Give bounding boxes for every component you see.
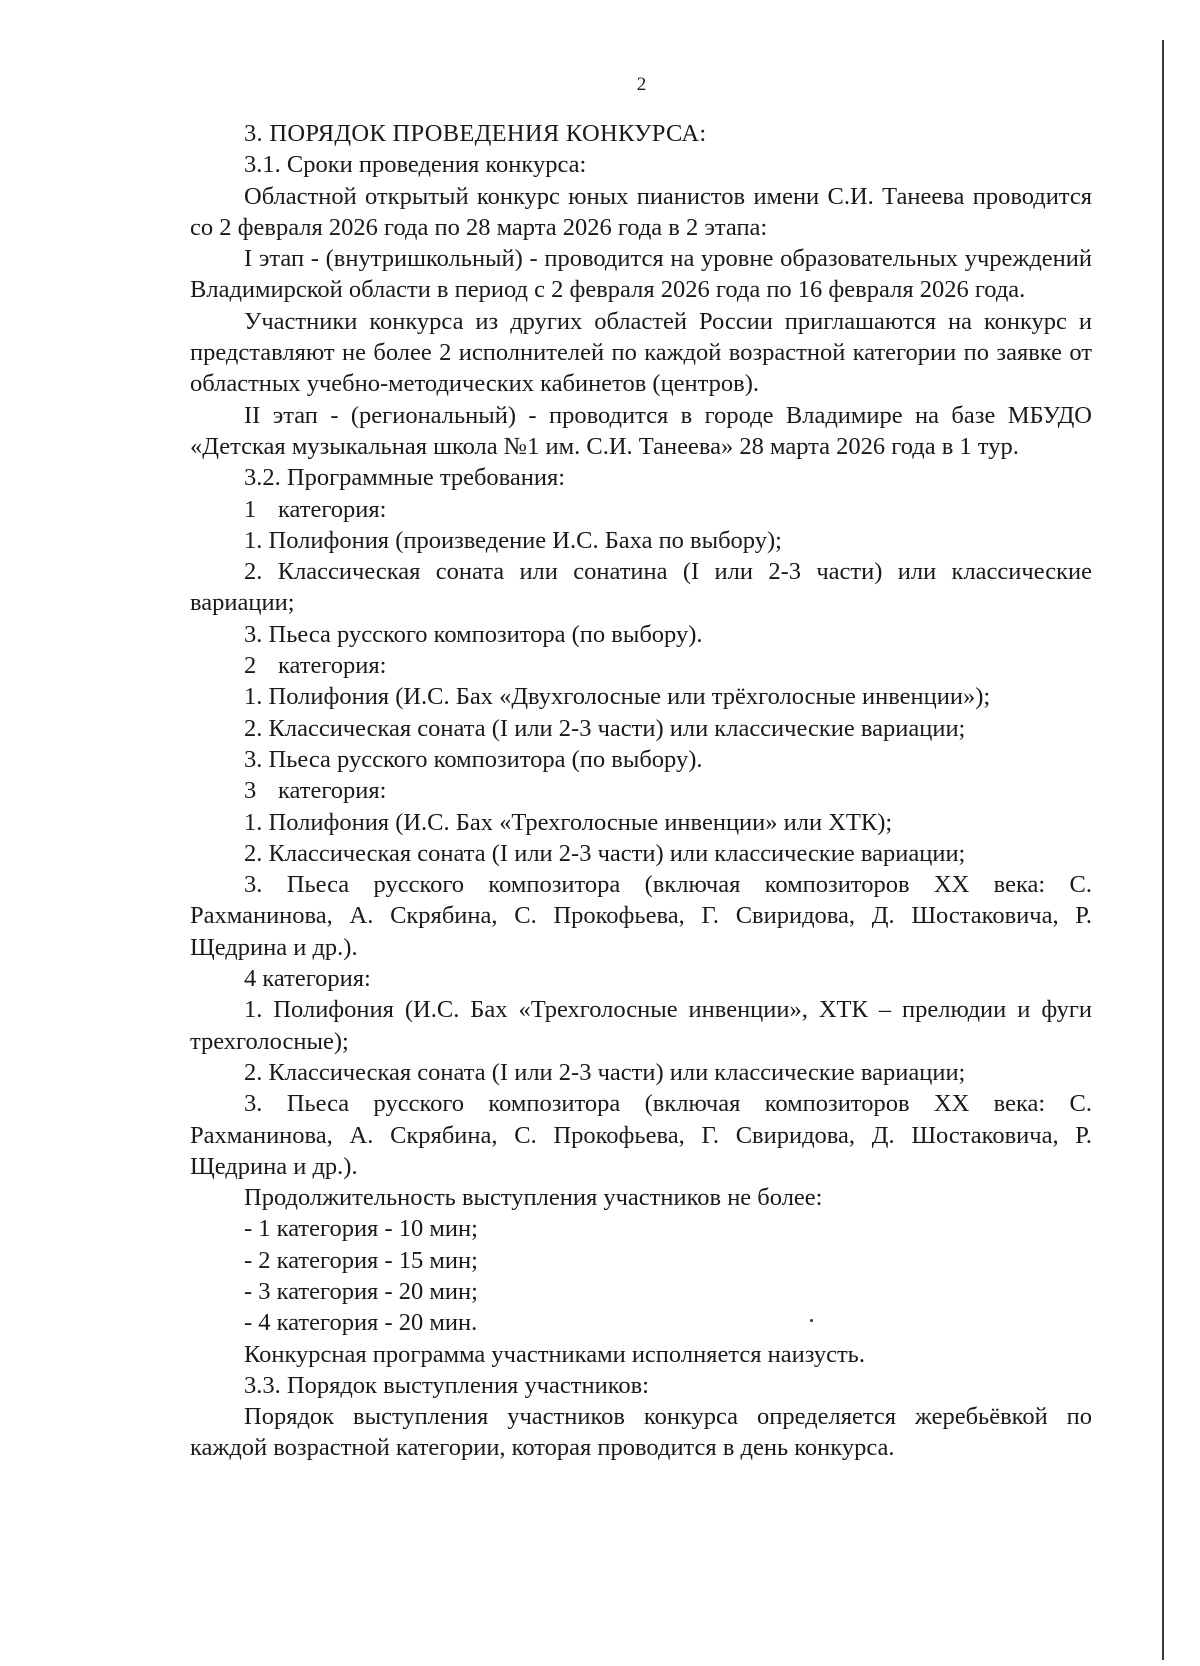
category-3-item-2: 2. Классическая соната (I или 2-3 части) или классические вариации; bbox=[244, 839, 966, 867]
duration-category-1: - 1 категория - 10 мин; bbox=[244, 1215, 478, 1243]
category-2-item-1: 1. Полифония (И.С. Бах «Двухголосные или трёхголосные инвенции»); bbox=[244, 683, 991, 711]
section-3-2-title: 3.2. Программные требования: bbox=[244, 464, 566, 492]
page-number: 2 bbox=[636, 74, 647, 95]
category-3-header bbox=[190, 775, 1092, 806]
section-3-3-text: Порядок выступления участников конкурса определяется жеребьёвкой по каждой возрастной категории, которая проводится в день конкурса. bbox=[190, 1403, 1092, 1462]
document-body bbox=[190, 118, 1092, 1464]
category-4-header bbox=[190, 963, 1092, 994]
stage-1-paragraph: I этап - (внутришкольный) - проводится на уровне образовательных учреждений Владимирской области в период с 2 февраля 2026 года по 16 февраля 2026 года. bbox=[190, 245, 1092, 304]
other-regions-paragraph: Участники конкурса из других областей России приглашаются на конкурс и представляют не более 2 исполнителей по каждой возрастной категории по заявке от областных учебно-методических кабинетов (центров). bbox=[190, 307, 1092, 398]
scan-speck bbox=[810, 1319, 813, 1322]
category-3-item-3: 3. Пьеса русского композитора (включая композиторов ХХ века: С. Рахманинова, А. Скрябина, С. Прокофьева, Г. Свиридова, Д. Шостаковича, Р. Щедрина и др.). bbox=[190, 871, 1092, 961]
category-4-item-1: 1. Полифония (И.С. Бах «Трехголосные инвенции», ХТК – прелюдии и фуги трехголосные); bbox=[190, 996, 1092, 1055]
duration-category-3: - 3 категория - 20 мин; bbox=[244, 1277, 478, 1305]
category-number: 3 bbox=[244, 777, 257, 805]
category-1-item-2: 2. Классическая соната или сонатина (I или 2-3 части) или классические вариации; bbox=[190, 558, 1092, 617]
category-1-header bbox=[190, 494, 1092, 525]
section-heading: 3. ПОРЯДОК ПРОВЕДЕНИЯ КОНКУРСА: bbox=[244, 120, 707, 147]
duration-category-4: - 4 категория - 20 мин. bbox=[244, 1309, 478, 1337]
category-label: категория: bbox=[262, 965, 371, 993]
duration-category-2: - 2 категория - 15 мин; bbox=[244, 1246, 478, 1274]
scan-edge-line bbox=[1162, 40, 1164, 1660]
duration-title: Продолжительность выступления участников не более: bbox=[244, 1184, 823, 1212]
section-3-1-title: 3.1. Сроки проведения конкурса: bbox=[244, 151, 587, 179]
section-3-3-title: 3.3. Порядок выступления участников: bbox=[244, 1371, 649, 1399]
category-number: 1 bbox=[244, 495, 257, 523]
category-2-item-3: 3. Пьеса русского композитора (по выбору). bbox=[244, 745, 703, 773]
category-1-item-1: 1. Полифония (произведение И.С. Баха по выбору); bbox=[244, 526, 782, 554]
category-2-header bbox=[190, 650, 1092, 681]
stage-2-paragraph: II этап - (региональный) - проводится в городе Владимире на базе МБУДО «Детская музыкальная школа №1 им. С.И. Танеева» 28 марта 2026 года в 1 тур. bbox=[190, 401, 1092, 460]
memory-note: Конкурсная программа участниками исполняется наизусть. bbox=[244, 1340, 865, 1368]
category-label: категория: bbox=[278, 495, 387, 523]
category-4-item-3: 3. Пьеса русского композитора (включая композиторов ХХ века: С. Рахманинова, А. Скрябина, С. Прокофьева, Г. Свиридова, Д. Шостаковича, Р. Щедрина и др.). bbox=[190, 1090, 1092, 1180]
category-number: 4 bbox=[244, 965, 257, 993]
category-number: 2 bbox=[244, 652, 257, 680]
category-1-item-3: 3. Пьеса русского композитора (по выбору). bbox=[244, 620, 703, 648]
category-3-item-1: 1. Полифония (И.С. Бах «Трехголосные инвенции» или ХТК); bbox=[244, 808, 893, 836]
section-3-1-intro: Областной открытый конкурс юных пианистов имени С.И. Танеева проводится со 2 февраля 2026 года по 28 марта 2026 года в 2 этапа: bbox=[190, 182, 1092, 241]
category-2-item-2: 2. Классическая соната (I или 2-3 части) или классические вариации; bbox=[244, 714, 966, 742]
category-label: категория: bbox=[278, 777, 387, 805]
category-label: категория: bbox=[278, 652, 387, 680]
category-4-item-2: 2. Классическая соната (I или 2-3 части) или классические вариации; bbox=[244, 1058, 966, 1086]
